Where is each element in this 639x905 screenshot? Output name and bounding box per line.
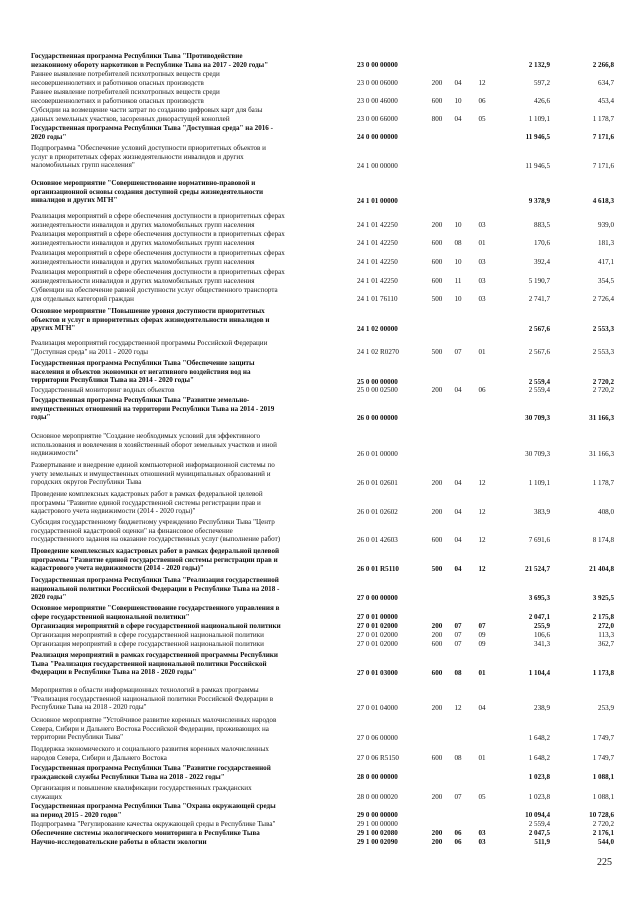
row-value-year1: 2 567,6 bbox=[528, 325, 550, 333]
row-code: 29 0 00 00000 bbox=[357, 811, 398, 819]
row-section: 04 bbox=[454, 479, 462, 487]
row-value-year1: 2 559,4 bbox=[528, 378, 550, 386]
row-section: 08 bbox=[454, 754, 462, 762]
row-section: 07 bbox=[454, 348, 462, 356]
row-value-year2: 1 088,1 bbox=[592, 793, 614, 801]
row-name: Развертывание и внедрение единой компьютерной информационной системы по учету земельных и имущественных отношений муниципальных образований и городских округов Республики Тыва bbox=[31, 461, 275, 487]
row-value-year2: 272,0 bbox=[598, 622, 614, 630]
row-value-year1: 1 648,2 bbox=[528, 734, 550, 742]
row-expense-type: 500 bbox=[431, 295, 443, 303]
row-expense-type: 800 bbox=[431, 115, 443, 123]
row-value-year1: 883,5 bbox=[534, 221, 550, 229]
row-subsection: 09 bbox=[478, 631, 486, 639]
row-value-year1: 30 709,3 bbox=[525, 450, 550, 458]
row-value-year1: 426,6 bbox=[534, 97, 550, 105]
row-code: 27 0 01 02000 bbox=[357, 640, 398, 648]
row-code: 24 1 02 R0270 bbox=[357, 348, 399, 356]
row-expense-type: 200 bbox=[431, 479, 443, 487]
row-subsection: 12 bbox=[478, 79, 486, 87]
row-value-year2: 544,0 bbox=[598, 838, 614, 846]
row-section: 04 bbox=[454, 115, 462, 123]
row-code: 24 1 02 00000 bbox=[357, 325, 398, 333]
row-value-year1: 2 741,7 bbox=[528, 295, 550, 303]
row-code: 27 0 00 00000 bbox=[357, 594, 398, 602]
row-code: 27 0 01 03000 bbox=[357, 669, 398, 677]
row-code: 26 0 01 42603 bbox=[357, 536, 398, 544]
row-value-year2: 10 728,6 bbox=[589, 811, 614, 819]
row-name: Реализация мероприятий в рамках государственной программы Республики Тыва "Реализация государственной национальной политики Российской Федерации в Республике Тыва на 2018 - 2020 годы" bbox=[31, 651, 278, 677]
row-code: 24 1 01 42250 bbox=[357, 258, 398, 266]
row-code: 24 1 01 76110 bbox=[357, 295, 398, 303]
row-code: 27 0 01 04000 bbox=[357, 704, 398, 712]
row-value-year1: 341,3 bbox=[534, 640, 550, 648]
row-expense-type: 600 bbox=[431, 536, 443, 544]
row-name: Государственная программа Республики Тыва "Обеспечение защиты населения и объектов экономики от негативного воздействия вод на территории Республики Тыва на 2014 - 2020 годы" bbox=[31, 359, 255, 385]
row-expense-type: 200 bbox=[431, 221, 443, 229]
row-expense-type: 200 bbox=[431, 386, 443, 394]
row-section: 10 bbox=[454, 97, 462, 105]
row-code: 23 0 00 06000 bbox=[357, 79, 398, 87]
row-section: 11 bbox=[454, 277, 462, 285]
row-value-year1: 255,9 bbox=[534, 622, 550, 630]
row-subsection: 12 bbox=[478, 479, 486, 487]
row-expense-type: 200 bbox=[431, 704, 443, 712]
row-code: 29 1 00 00000 bbox=[357, 820, 398, 828]
row-name: Реализация мероприятий в сфере обеспечения доступности в приоритетных сферах жизнедеятельности инвалидов и других маломобильных групп населения bbox=[31, 230, 285, 247]
row-value-year2: 181,3 bbox=[598, 239, 614, 247]
row-name: Государственная программа Республики Тыва "Реализация государственной национальной политики Российской Федерации в Республике Тыва на 2018 - 2020 годы" bbox=[31, 576, 280, 602]
row-name: Мероприятия в области информационных технологий в рамках программы "Реализация государственной национальной политики Российской Федерации в Республике Тыва на 2018 - 2020 годы" bbox=[31, 686, 274, 712]
row-expense-type: 200 bbox=[431, 793, 443, 801]
row-code: 29 1 00 02080 bbox=[357, 829, 398, 837]
row-subsection: 12 bbox=[478, 508, 486, 516]
row-value-year1: 238,9 bbox=[534, 704, 550, 712]
row-name: Поддержка экономического и социального развития коренных малочисленных народов Севера, Сибири и Дальнего Востока bbox=[31, 745, 269, 762]
row-value-year1: 511,9 bbox=[534, 838, 550, 846]
row-expense-type: 600 bbox=[431, 640, 443, 648]
row-value-year2: 1 178,7 bbox=[592, 479, 614, 487]
row-value-year2: 1 178,7 bbox=[592, 115, 614, 123]
row-name: Проведение комплексных кадастровых работ в рамках федеральной целевой программы "Развитие единой государственной системы регистрации прав и кадастрового учета недвижимости (2014 - 2020 годы)" bbox=[31, 547, 280, 573]
row-section: 07 bbox=[454, 631, 462, 639]
row-value-year2: 2 553,3 bbox=[592, 348, 614, 356]
row-code: 28 0 00 00020 bbox=[357, 793, 398, 801]
row-value-year2: 2 553,3 bbox=[592, 325, 614, 333]
row-code: 26 0 01 00000 bbox=[357, 450, 398, 458]
row-subsection: 03 bbox=[478, 221, 486, 229]
row-section: 08 bbox=[454, 239, 462, 247]
row-expense-type: 600 bbox=[431, 239, 443, 247]
row-code: 24 1 01 00000 bbox=[357, 197, 398, 205]
row-value-year2: 1 173,8 bbox=[592, 669, 614, 677]
row-name: Раннее выявление потребителей психотропных веществ среди несовершеннолетних и работников опасных производств bbox=[31, 70, 220, 87]
row-value-year2: 634,7 bbox=[598, 79, 614, 87]
row-value-year1: 11 946,5 bbox=[525, 162, 550, 170]
row-code: 23 0 00 46000 bbox=[357, 97, 398, 105]
row-section: 07 bbox=[454, 793, 462, 801]
row-value-year2: 2 720,2 bbox=[592, 386, 614, 394]
row-value-year1: 597,2 bbox=[534, 79, 550, 87]
row-section: 10 bbox=[454, 295, 462, 303]
row-value-year2: 1 749,7 bbox=[592, 734, 614, 742]
row-value-year1: 1 648,2 bbox=[528, 754, 550, 762]
row-value-year2: 2 176,1 bbox=[592, 829, 614, 837]
row-subsection: 04 bbox=[478, 704, 486, 712]
row-subsection: 03 bbox=[478, 295, 486, 303]
row-value-year1: 383,9 bbox=[534, 508, 550, 516]
page-number: 225 bbox=[597, 857, 612, 868]
row-value-year2: 31 166,3 bbox=[589, 450, 614, 458]
row-value-year1: 7 691,6 bbox=[528, 536, 550, 544]
row-value-year1: 1 023,8 bbox=[528, 793, 550, 801]
row-value-year2: 2 175,8 bbox=[592, 613, 614, 621]
row-value-year2: 417,1 bbox=[598, 258, 614, 266]
row-value-year2: 2 720,2 bbox=[592, 378, 614, 386]
row-subsection: 03 bbox=[478, 838, 486, 846]
row-name: Организация мероприятий в сфере государственной национальной политики bbox=[31, 640, 264, 648]
row-value-year1: 3 695,3 bbox=[528, 594, 550, 602]
row-code: 26 0 00 00000 bbox=[357, 414, 398, 422]
row-value-year1: 21 524,7 bbox=[525, 565, 550, 573]
row-section: 07 bbox=[454, 640, 462, 648]
row-section: 12 bbox=[454, 704, 462, 712]
row-subsection: 03 bbox=[478, 277, 486, 285]
row-section: 10 bbox=[454, 258, 462, 266]
row-expense-type: 500 bbox=[431, 565, 443, 573]
row-name: Субсидии на возмещение части затрат по созданию цифровых карт для базы данных земельных участков, засоренных дикорастущей коноплей bbox=[31, 106, 263, 123]
row-expense-type: 600 bbox=[431, 754, 443, 762]
row-value-year2: 354,5 bbox=[598, 277, 614, 285]
row-name: Основное мероприятие "Повышение уровня доступности приоритетных объектов и услуг в приоритетных сферах жизнедеятельности инвалидов и других МГН" bbox=[31, 307, 270, 333]
row-code: 27 0 06 R5150 bbox=[357, 754, 399, 762]
row-expense-type: 200 bbox=[431, 829, 443, 837]
row-subsection: 06 bbox=[478, 97, 486, 105]
row-subsection: 09 bbox=[478, 640, 486, 648]
row-value-year2: 8 174,8 bbox=[592, 536, 614, 544]
row-name: Реализация мероприятий в сфере обеспечения доступности в приоритетных сферах жизнедеятельности инвалидов и других маломобильных групп населения bbox=[31, 212, 285, 229]
row-name: Научно-исследовательские работы в области экологии bbox=[31, 838, 207, 846]
row-value-year1: 10 094,4 bbox=[525, 811, 550, 819]
row-name: Государственная программа Республики Тыва "Противодействие незаконному обороту наркотиков в Республике Тыва на 2017 - 2020 годы" bbox=[31, 52, 269, 69]
row-expense-type: 600 bbox=[431, 258, 443, 266]
row-value-year2: 31 166,3 bbox=[589, 414, 614, 422]
row-name: Раннее выявление потребителей психотропных веществ среди несовершеннолетних и работников опасных производств bbox=[31, 88, 220, 105]
row-subsection: 07 bbox=[478, 622, 486, 630]
row-code: 27 0 01 00000 bbox=[357, 613, 398, 621]
row-value-year1: 2 047,5 bbox=[528, 829, 550, 837]
row-code: 29 1 00 02090 bbox=[357, 838, 398, 846]
row-value-year1: 1 023,8 bbox=[528, 773, 550, 781]
row-section: 04 bbox=[454, 565, 462, 573]
row-code: 26 0 01 R5110 bbox=[357, 565, 399, 573]
row-code: 26 0 01 02602 bbox=[357, 508, 398, 516]
row-name: Основное мероприятие "Совершенствование государственного управления в сфере государственной национальной политики" bbox=[31, 604, 280, 621]
row-code: 23 0 00 66000 bbox=[357, 115, 398, 123]
row-subsection: 05 bbox=[478, 793, 486, 801]
row-value-year1: 1 109,1 bbox=[528, 479, 550, 487]
row-code: 24 1 00 00000 bbox=[357, 162, 398, 170]
row-value-year2: 113,3 bbox=[598, 631, 614, 639]
row-name: Обеспечение системы экологического мониторинга в Республике Тыва bbox=[31, 829, 260, 837]
row-name: Государственная программа Республики Тыва "Развитие государственной гражданской службы Республики Тыва на 2018 - 2022 годы" bbox=[31, 764, 271, 781]
row-name: Основное мероприятие "Устойчивое развитие коренных малочисленных народов Севера, Сибири и Дальнего Востока Российской Федерации, проживающих на территории Республики Тыва" bbox=[31, 716, 277, 742]
row-expense-type: 600 bbox=[431, 97, 443, 105]
row-code: 24 1 01 42250 bbox=[357, 239, 398, 247]
row-code: 23 0 00 00000 bbox=[357, 61, 398, 69]
row-section: 06 bbox=[454, 829, 462, 837]
row-subsection: 01 bbox=[478, 669, 486, 677]
row-section: 06 bbox=[454, 838, 462, 846]
row-value-year2: 253,9 bbox=[598, 704, 614, 712]
row-value-year1: 2 047,1 bbox=[528, 613, 550, 621]
row-name: Субвенции на обеспечение равной доступности услуг общественного транспорта для отдельных категорий граждан bbox=[31, 286, 278, 303]
row-subsection: 12 bbox=[478, 565, 486, 573]
row-value-year2: 21 404,8 bbox=[589, 565, 614, 573]
row-section: 04 bbox=[454, 79, 462, 87]
row-subsection: 01 bbox=[478, 348, 486, 356]
row-value-year1: 1 104,4 bbox=[528, 669, 550, 677]
row-name: Государственная программа Республики Тыва "Доступная среда" на 2016 - 2020 годы" bbox=[31, 124, 273, 141]
row-name: Реализация мероприятий в сфере обеспечения доступности в приоритетных сферах жизнедеятельности инвалидов и других маломобильных групп населения bbox=[31, 249, 285, 266]
row-value-year2: 408,0 bbox=[598, 508, 614, 516]
row-expense-type: 200 bbox=[431, 622, 443, 630]
row-value-year1: 1 109,1 bbox=[528, 115, 550, 123]
row-value-year1: 106,6 bbox=[534, 631, 550, 639]
row-subsection: 01 bbox=[478, 754, 486, 762]
row-expense-type: 500 bbox=[431, 348, 443, 356]
row-expense-type: 600 bbox=[431, 669, 443, 677]
row-code: 27 0 01 02000 bbox=[357, 622, 398, 630]
row-section: 04 bbox=[454, 386, 462, 394]
row-section: 10 bbox=[454, 221, 462, 229]
row-subsection: 05 bbox=[478, 115, 486, 123]
row-section: 07 bbox=[454, 622, 462, 630]
row-value-year1: 5 190,7 bbox=[528, 277, 550, 285]
row-value-year1: 170,6 bbox=[534, 239, 550, 247]
row-value-year1: 30 709,3 bbox=[525, 414, 550, 422]
row-expense-type: 200 bbox=[431, 508, 443, 516]
row-expense-type: 200 bbox=[431, 631, 443, 639]
row-name: Основное мероприятие "Создание необходимых условий для эффективного использования и вовлечения в хозяйственный оборот земельных участков и иной недвижимости" bbox=[31, 432, 277, 458]
row-expense-type: 200 bbox=[431, 79, 443, 87]
row-value-year2: 1 749,7 bbox=[592, 754, 614, 762]
row-code: 26 0 01 02601 bbox=[357, 479, 398, 487]
row-value-year1: 11 946,5 bbox=[525, 133, 550, 141]
row-code: 24 1 01 42250 bbox=[357, 277, 398, 285]
row-value-year2: 7 171,6 bbox=[592, 133, 614, 141]
row-value-year1: 392,4 bbox=[534, 258, 550, 266]
row-code: 27 0 01 02000 bbox=[357, 631, 398, 639]
row-value-year2: 4 618,3 bbox=[592, 197, 614, 205]
row-section: 04 bbox=[454, 536, 462, 544]
row-expense-type: 200 bbox=[431, 838, 443, 846]
row-code: 27 0 06 00000 bbox=[357, 734, 398, 742]
row-value-year2: 362,7 bbox=[598, 640, 614, 648]
row-name: Реализация мероприятий государственной программы Российской Федерации "Доступная среда" на 2011 - 2020 годы bbox=[31, 339, 268, 356]
row-section: 04 bbox=[454, 508, 462, 516]
row-code: 24 0 00 00000 bbox=[357, 133, 398, 141]
row-value-year1: 2 559,4 bbox=[528, 820, 550, 828]
row-code: 25 0 00 02500 bbox=[357, 386, 398, 394]
row-value-year2: 2 726,4 bbox=[592, 295, 614, 303]
row-value-year1: 2 567,6 bbox=[528, 348, 550, 356]
row-subsection: 06 bbox=[478, 386, 486, 394]
row-value-year2: 1 088,1 bbox=[592, 773, 614, 781]
row-subsection: 03 bbox=[478, 829, 486, 837]
row-name: Подпрограмма "Регулирование качества окружающей среды в Республике Тыва" bbox=[31, 820, 276, 828]
row-section: 08 bbox=[454, 669, 462, 677]
row-value-year1: 2 132,9 bbox=[528, 61, 550, 69]
row-value-year2: 7 171,6 bbox=[592, 162, 614, 170]
row-value-year2: 2 266,8 bbox=[592, 61, 614, 69]
row-name: Организация и повышение квалификации государственных гражданских служащих bbox=[31, 784, 252, 801]
row-value-year2: 939,0 bbox=[598, 221, 614, 229]
row-name: Реализация мероприятий в сфере обеспечения доступности в приоритетных сферах жизнедеятельности инвалидов и других маломобильных групп населения bbox=[31, 268, 285, 285]
row-subsection: 01 bbox=[478, 239, 486, 247]
row-name: Субсидия государственному бюджетному учреждению Республики Тыва "Центр государственной кадастровой оценки" на финансовое обеспечение государственного задания на оказание государственных услуг (выполнение работ) bbox=[31, 518, 281, 544]
row-name: Подпрограмма "Обеспечение условий доступности приоритетных объектов и услуг в приоритетных сферах жизнедеятельности инвалидов и других маломобильных групп населения" bbox=[31, 144, 266, 170]
row-value-year2: 3 925,5 bbox=[592, 594, 614, 602]
row-value-year1: 9 378,9 bbox=[528, 197, 550, 205]
row-name: Государственная программа Республики Тыва "Развитие земельно- имущественных отношений на территории Республики Тыва на 2014 - 2019 годы" bbox=[31, 396, 275, 422]
row-code: 24 1 01 42250 bbox=[357, 221, 398, 229]
row-name: Организация мероприятий в сфере государственной национальной политики bbox=[31, 622, 281, 630]
row-name: Организация мероприятий в сфере государственной национальной политики bbox=[31, 631, 264, 639]
row-value-year2: 2 720,2 bbox=[592, 820, 614, 828]
row-name: Проведение комплексных кадастровых работ в рамках федеральной целевой программы "Развитие единой государственной системы регистрации прав и кадастрового учета недвижимости (2014 - 2020 годы)" bbox=[31, 490, 263, 516]
row-name: Основное мероприятие "Совершенствование нормативно-правовой и организационной основы создания доступной среды жизнедеятельности инвалидов и других МГН" bbox=[31, 179, 264, 205]
row-code: 25 0 00 00000 bbox=[357, 378, 398, 386]
row-expense-type: 600 bbox=[431, 277, 443, 285]
row-name: Государственный мониторинг водных объектов bbox=[31, 386, 175, 394]
row-value-year2: 453,4 bbox=[598, 97, 614, 105]
row-name: Государственная программа Республики Тыва "Охрана окружающей среды на период 2015 - 2020 годов" bbox=[31, 802, 276, 819]
row-code: 28 0 00 00000 bbox=[357, 773, 398, 781]
row-value-year1: 2 559,4 bbox=[528, 386, 550, 394]
row-subsection: 12 bbox=[478, 536, 486, 544]
row-subsection: 03 bbox=[478, 258, 486, 266]
